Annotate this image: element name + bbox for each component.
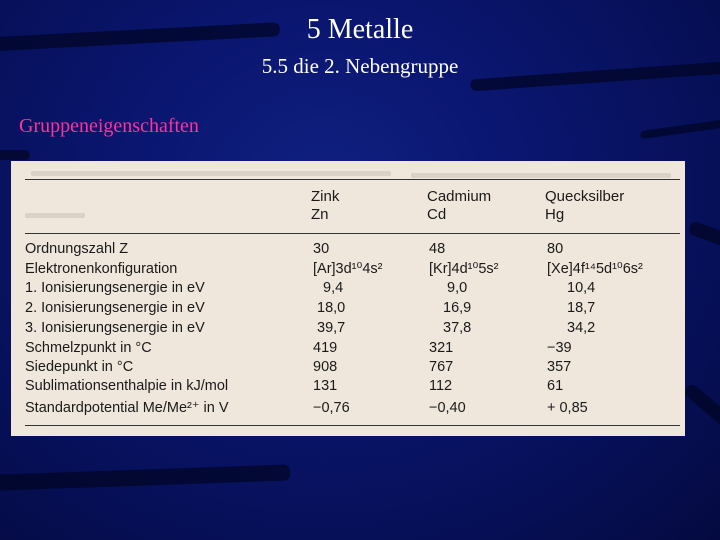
zink-value: 908	[313, 359, 338, 375]
quecksilber-value: 80	[547, 241, 564, 257]
element-symbol: Cd	[427, 206, 447, 223]
table-row	[11, 339, 685, 359]
cadmium-value: 767	[429, 359, 454, 375]
property-label: Elektronenkonfiguration	[25, 261, 178, 277]
quecksilber-value: 18,7	[567, 300, 596, 316]
table-row	[11, 279, 685, 299]
properties-table	[11, 161, 685, 436]
element-name: Quecksilber	[545, 188, 625, 205]
table-row	[11, 260, 685, 280]
zink-value: 9,4	[323, 280, 344, 296]
property-label: Sublimationsenthalpie in kJ/mol	[25, 378, 229, 394]
table-row	[11, 358, 685, 378]
zink-value: 419	[313, 340, 338, 356]
table-row	[11, 299, 685, 319]
table-row	[11, 240, 685, 260]
slide-subtitle: 5.5 die 2. Nebengruppe	[261, 54, 459, 78]
cadmium-value: 37,8	[443, 320, 472, 336]
property-label: 3. Ionisierungsenergie in eV	[25, 320, 205, 336]
table-row	[11, 377, 685, 397]
cadmium-value: −0,40	[429, 400, 466, 416]
header-quecksilber	[545, 188, 624, 224]
property-label: 2. Ionisierungsenergie in eV	[25, 300, 205, 316]
zink-value: 18,0	[317, 300, 346, 316]
property-label: 1. Ionisierungsenergie in eV	[25, 280, 205, 296]
cadmium-value: 16,9	[443, 300, 472, 316]
section-heading: Gruppeneigenschaften	[19, 115, 199, 137]
header-zink	[311, 188, 339, 224]
zink-value: 30	[313, 241, 330, 257]
element-name: Cadmium	[427, 188, 492, 205]
cadmium-value: 112	[429, 378, 453, 394]
cadmium-value: 48	[429, 241, 446, 257]
element-symbol: Zn	[311, 206, 329, 223]
quecksilber-value: 357	[547, 359, 572, 375]
quecksilber-value: 34,2	[567, 320, 596, 336]
property-label: Schmelzpunkt in °C	[25, 340, 152, 356]
bottom-rule	[25, 425, 680, 426]
zink-value: [Ar]3d¹⁰4s²	[313, 261, 383, 277]
quecksilber-value: −39	[547, 340, 572, 356]
property-label: Standardpotential Me/Me²⁺ in V	[25, 400, 229, 416]
header-cadmium	[427, 188, 491, 224]
zink-value: 39,7	[317, 320, 346, 336]
faded-background-text	[411, 173, 671, 178]
faded-background-text	[31, 171, 391, 176]
zink-value: −0,76	[313, 400, 350, 416]
cadmium-value: 321	[429, 340, 454, 356]
decorative-streak	[0, 150, 30, 160]
element-symbol: Hg	[545, 206, 565, 223]
property-label: Siedepunkt in °C	[25, 359, 134, 375]
cadmium-value: [Kr]4d¹⁰5s²	[429, 261, 499, 277]
table-row	[11, 319, 685, 339]
top-rule	[25, 179, 680, 180]
header-rule	[25, 233, 680, 234]
quecksilber-value: 61	[547, 378, 564, 394]
element-name: Zink	[311, 188, 340, 205]
slide-title: 5 Metalle	[306, 14, 414, 45]
quecksilber-value: [Xe]4f¹⁴5d¹⁰6s²	[547, 261, 643, 277]
zink-value: 131	[313, 378, 338, 394]
quecksilber-value: 10,4	[567, 280, 596, 296]
faded-background-text	[25, 213, 85, 218]
table-row	[11, 399, 685, 419]
cadmium-value: 9,0	[447, 280, 468, 296]
quecksilber-value: + 0,85	[547, 400, 588, 416]
property-label: Ordnungszahl Z	[25, 241, 129, 257]
